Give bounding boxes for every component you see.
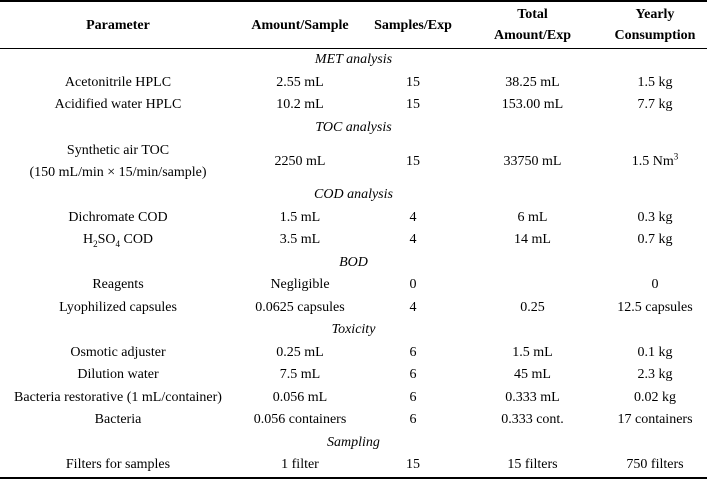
table-row-bacteria-restorative bbox=[0, 387, 707, 410]
cell-yearly: 12.5 capsules bbox=[617, 299, 693, 315]
cell-parameter: Bacteria restorative (1 mL/container) bbox=[14, 389, 222, 405]
cell-parameter: Bacteria bbox=[94, 412, 142, 428]
table-row-dilution bbox=[0, 364, 707, 387]
cell-parameter: Osmotic adjuster bbox=[70, 344, 166, 360]
header-yearly-consumption bbox=[603, 1, 707, 49]
section-title-toxicity: Toxicity bbox=[331, 322, 376, 338]
section-title-cod: COD analysis bbox=[314, 187, 393, 203]
cell-amount: 2250 mL bbox=[274, 153, 326, 169]
cell-amount: 10.2 mL bbox=[276, 97, 324, 113]
cell-total: 153.00 mL bbox=[501, 97, 564, 113]
section-title-toc: TOC analysis bbox=[315, 119, 392, 135]
table-row-osmotic bbox=[0, 342, 707, 365]
cell-parameter: Acidified water HPLC bbox=[54, 97, 182, 113]
cell-amount: Negligible bbox=[270, 277, 330, 293]
cell-yearly: 2.3 kg bbox=[637, 367, 673, 383]
cell-samples: 6 bbox=[409, 367, 417, 383]
yearly-superscript: 3 bbox=[673, 150, 679, 161]
table-row-synthetic-air bbox=[0, 139, 707, 184]
cell-total: 0.25 bbox=[520, 299, 545, 315]
cell-samples: 15 bbox=[406, 74, 420, 90]
cell-total: 1.5 mL bbox=[512, 344, 553, 360]
cell-samples: 0 bbox=[409, 277, 417, 293]
cell-yearly: 7.7 kg bbox=[637, 97, 673, 113]
cell-yearly: 0.1 kg bbox=[637, 344, 673, 360]
cell-samples: 15 bbox=[406, 97, 420, 113]
formula-sub-4: 4 bbox=[115, 239, 120, 250]
cell-parameter: Dichromate COD bbox=[68, 209, 168, 225]
section-row-cod bbox=[0, 184, 707, 207]
header-yearly-line1: Yearly bbox=[635, 7, 675, 22]
cell-samples: 15 bbox=[406, 153, 420, 169]
cell-yearly: 750 filters bbox=[603, 454, 707, 478]
cell-total: 0.333 cont. bbox=[501, 412, 564, 428]
formula-rest: COD bbox=[119, 232, 154, 248]
header-samples-exp: Samples/Exp bbox=[364, 1, 462, 49]
section-title-met: MET analysis bbox=[314, 52, 393, 68]
cell-amount: 7.5 mL bbox=[279, 367, 321, 383]
cell-total: 33750 mL bbox=[503, 153, 562, 169]
table-row-acidified-water bbox=[0, 94, 707, 117]
formula-so: SO bbox=[97, 232, 116, 248]
section-title-sampling: Sampling bbox=[327, 434, 380, 450]
header-amount-sample: Amount/Sample bbox=[236, 1, 364, 49]
cell-samples: 6 bbox=[409, 389, 417, 405]
cell-total: 14 mL bbox=[514, 232, 551, 248]
cell-total bbox=[462, 274, 603, 297]
synthetic-air-line2: (150 mL/min × 15/min/sample) bbox=[29, 164, 207, 180]
cell-parameter: Filters for samples bbox=[0, 454, 236, 478]
cell-parameter bbox=[0, 139, 236, 184]
table-row-lyophilized bbox=[0, 297, 707, 320]
cell-amount: 1.5 mL bbox=[279, 209, 321, 225]
cell-total: 45 mL bbox=[514, 367, 551, 383]
cell-yearly bbox=[603, 139, 707, 184]
header-parameter: Parameter bbox=[0, 1, 236, 49]
synthetic-air-line1: Synthetic air TOC bbox=[66, 142, 170, 158]
cell-samples: 4 bbox=[409, 299, 417, 315]
section-row-met bbox=[0, 49, 707, 72]
header-total-line1: Total bbox=[517, 7, 548, 22]
section-title-bod: BOD bbox=[339, 254, 368, 270]
formula-sub-2: 2 bbox=[93, 239, 98, 250]
cell-samples: 6 bbox=[409, 344, 417, 360]
cell-total: 6 mL bbox=[517, 209, 548, 225]
cell-amount: 0.056 mL bbox=[272, 389, 328, 405]
cell-parameter: Lyophilized capsules bbox=[59, 299, 177, 315]
cell-total: 15 filters bbox=[462, 454, 603, 478]
cell-yearly: 1.5 kg bbox=[637, 74, 673, 90]
table-row-acetonitrile bbox=[0, 72, 707, 95]
section-row-sampling bbox=[0, 432, 707, 455]
section-row-toxicity bbox=[0, 319, 707, 342]
cell-samples: 4 bbox=[409, 209, 417, 225]
cell-yearly: 0.7 kg bbox=[637, 232, 673, 248]
table-header-row bbox=[0, 1, 707, 49]
cell-amount: 3.5 mL bbox=[279, 232, 321, 248]
cell-yearly: 17 containers bbox=[617, 412, 693, 428]
table-row-dichromate bbox=[0, 207, 707, 230]
cell-parameter: Acetonitrile HPLC bbox=[64, 74, 172, 90]
formula-h: H bbox=[82, 232, 94, 248]
cell-samples: 6 bbox=[409, 412, 417, 428]
section-row-toc bbox=[0, 117, 707, 140]
cell-yearly: 0.3 kg bbox=[637, 209, 673, 225]
yearly-value: 1.5 Nm bbox=[631, 153, 674, 169]
cell-amount: 0.056 containers bbox=[253, 412, 347, 428]
cell-samples: 15 bbox=[364, 454, 462, 478]
table-row-h2so4 bbox=[0, 229, 707, 252]
cell-total: 38.25 mL bbox=[505, 74, 560, 90]
cell-amount: 1 filter bbox=[236, 454, 364, 478]
table-row-bacteria bbox=[0, 409, 707, 432]
cell-amount: 2.55 mL bbox=[276, 74, 324, 90]
cell-parameter bbox=[0, 229, 236, 252]
cell-amount: 0.0625 capsules bbox=[255, 299, 345, 315]
cell-samples: 4 bbox=[409, 232, 417, 248]
cell-amount: 0.25 mL bbox=[276, 344, 324, 360]
cell-parameter: Reagents bbox=[92, 277, 144, 293]
header-total-line2: Amount/Exp bbox=[493, 28, 572, 43]
cell-parameter: Dilution water bbox=[77, 367, 159, 383]
table-row-reagents bbox=[0, 274, 707, 297]
cell-yearly: 0.02 kg bbox=[634, 389, 676, 405]
section-row-bod bbox=[0, 252, 707, 275]
cell-total: 0.333 mL bbox=[505, 389, 560, 405]
header-yearly-line2: Consumption bbox=[614, 28, 696, 43]
header-total-amount bbox=[462, 1, 603, 49]
cell-yearly: 0 bbox=[651, 277, 659, 293]
